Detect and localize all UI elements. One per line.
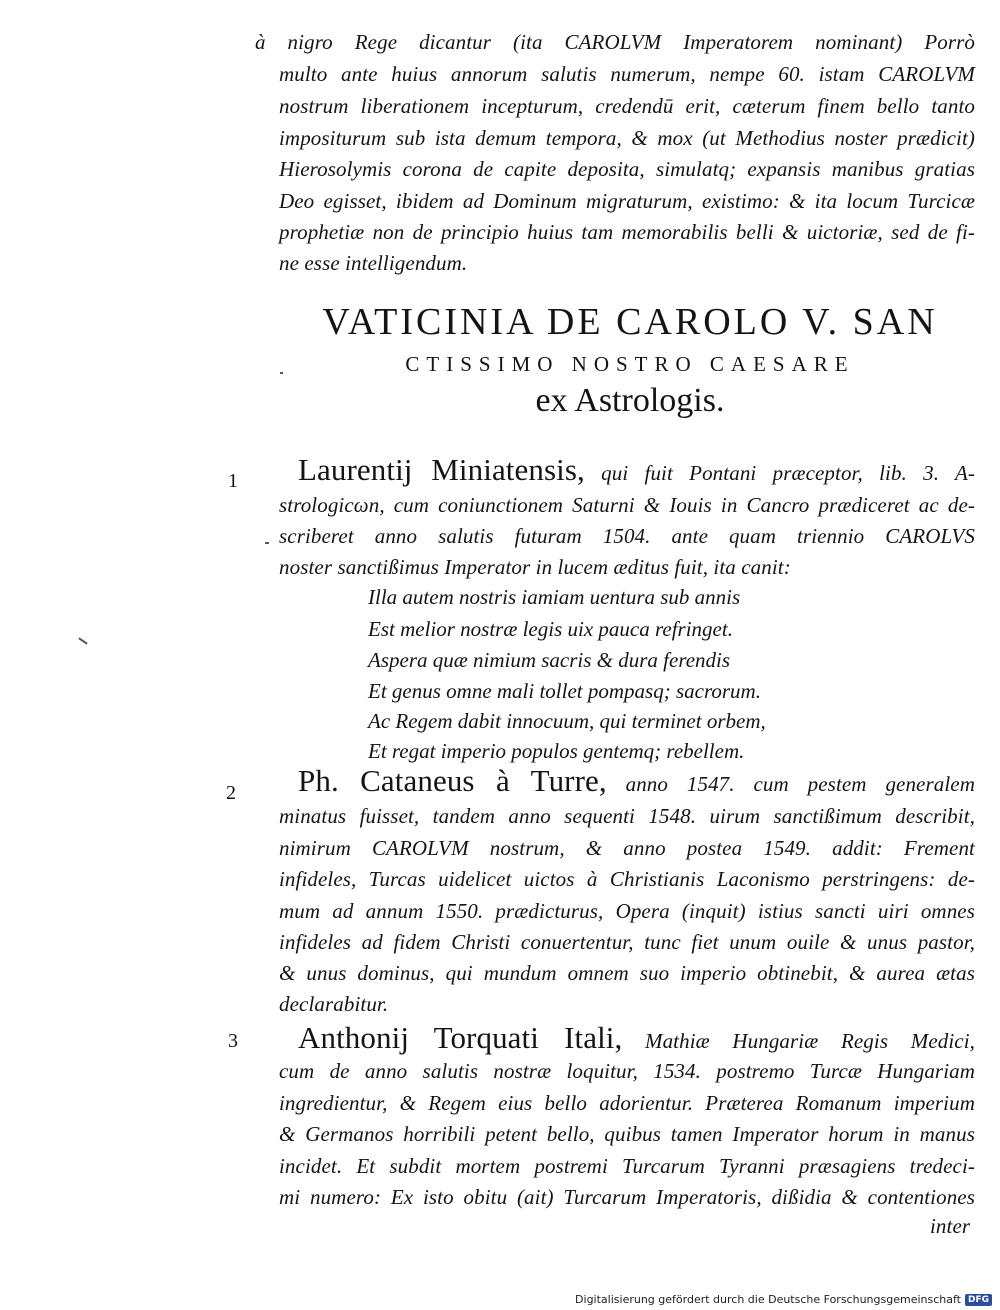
text-line: Deo egisset, ibidem ad Dominum migraturum, existimo: & ita locum Turcicæ (279, 189, 975, 213)
dfg-logo: DFG (965, 1294, 992, 1306)
text-line: minatus fuisset, tandem anno sequenti 1548. uirum sanctißimum describit, (279, 804, 975, 828)
entry-first-line (298, 763, 975, 799)
text-line: mum ad annum 1550. prædicturus, Opera (inquit) istius sancti uiri omnes (279, 899, 975, 923)
entry-author: Anthonij Torquati Itali, (298, 1020, 623, 1055)
entry-number: 3 (228, 1030, 238, 1052)
text-line: impositurum sub ista demum tempora, & mox (ut Methodius noster prædicit) (279, 126, 975, 150)
scan-speck (280, 372, 283, 374)
text-line: à nigro Rege dicantur (ita CAROLVM Imperatorem nominant) Porrò (255, 30, 975, 54)
text-line: declarabitur. (279, 992, 389, 1016)
verse-line: Illa autem nostris iamiam uentura sub annis (368, 585, 741, 609)
entry-first-rest: Mathiæ Hungariæ Regis Medici, (644, 1029, 975, 1053)
entry-number: 1 (228, 470, 238, 492)
text-line: incidet. Et subdit mortem postremi Turcarum Tyranni præsagiens tredeci- (279, 1154, 975, 1178)
text-line: infideles ad fidem Christi conuertentur, tunc fiet unum ouile & unus pastor, (279, 930, 975, 954)
heading-line-2: CTISSIMO NOSTRO CAESARE (405, 352, 855, 376)
entry-first-line (298, 1020, 975, 1056)
verse-line: Ac Regem dabit innocuum, qui terminet orbem, (368, 709, 766, 733)
text-line: noster sanctißimus Imperator in lucem æditus fuit, ita canit: (279, 555, 791, 579)
heading-line-3: ex Astrologis. (535, 382, 725, 419)
text-line: ingredientur, & Regem eius bello adorientur. Præterea Romanum imperium (279, 1091, 975, 1115)
verse-line: Est melior nostræ legis uix pauca refringet. (368, 617, 733, 641)
verse-line: Et regat imperio populos gentemq; rebellem. (368, 739, 745, 763)
footer-text: Digitalisierung gefördert durch die Deutsche Forschungsgemeinschaft (575, 1293, 961, 1306)
scan-speck (78, 637, 87, 644)
text-line: & Germanos horribili petent bello, quibus tamen Imperator horum in manus (279, 1122, 975, 1146)
text-line: infideles, Turcas uidelicet uictos à Christianis Laconismo perstringens: de- (279, 867, 975, 891)
scan-speck (265, 542, 269, 544)
digitization-footer (575, 1293, 992, 1306)
entry-author: Ph. Cataneus à Turre, (298, 763, 607, 798)
verse-line: Et genus omne mali tollet pompasq; sacrorum. (368, 679, 761, 703)
text-line: Hierosolymis corona de capite deposita, simulatq; expansis manibus gratias (279, 157, 975, 181)
heading-line-1: VATICINIA DE CAROLO V. SAN (322, 301, 938, 343)
verse-line: Aspera quæ nimium sacris & dura ferendis (368, 648, 731, 672)
text-line: scriberet anno salutis futuram 1504. ante quam triennio CAROLVS (279, 524, 975, 548)
entry-first-line (298, 452, 975, 488)
catchword: inter (930, 1214, 971, 1238)
text-line: strologicωn, cum coniunctionem Saturni & Iouis in Cancro prædiceret ac de- (279, 493, 975, 517)
text-line: mi numero: Ex isto obitu (ait) Turcarum Imperatoris, dißidia & contentiones (279, 1185, 975, 1209)
text-line: nimirum CAROLVM nostrum, & anno postea 1549. addit: Frement (279, 836, 975, 860)
text-line: multo ante huius annorum salutis numerum, nempe 60. istam CAROLVM (279, 62, 975, 86)
text-line: nostrum liberationem incepturum, credendū erit, cæterum finem bello tanto (279, 94, 975, 118)
entry-author: Laurentij Miniatensis, (298, 452, 585, 487)
text-line: prophetiæ non de principio huius tam memorabilis belli & uictoriæ, sed de fi- (279, 220, 975, 244)
entry-number: 2 (226, 782, 236, 804)
text-line: & unus dominus, qui mundum omnem suo imperio obtinebit, & aurea ætas (279, 961, 975, 985)
text-line: ne esse intelligendum. (279, 251, 468, 275)
entry-first-rest: qui fuit Pontani præceptor, lib. 3. A- (601, 461, 975, 485)
entry-first-rest: anno 1547. cum pestem generalem (625, 772, 975, 796)
text-line: cum de anno salutis nostræ loquitur, 1534. postremo Turcæ Hungariam (279, 1059, 975, 1083)
